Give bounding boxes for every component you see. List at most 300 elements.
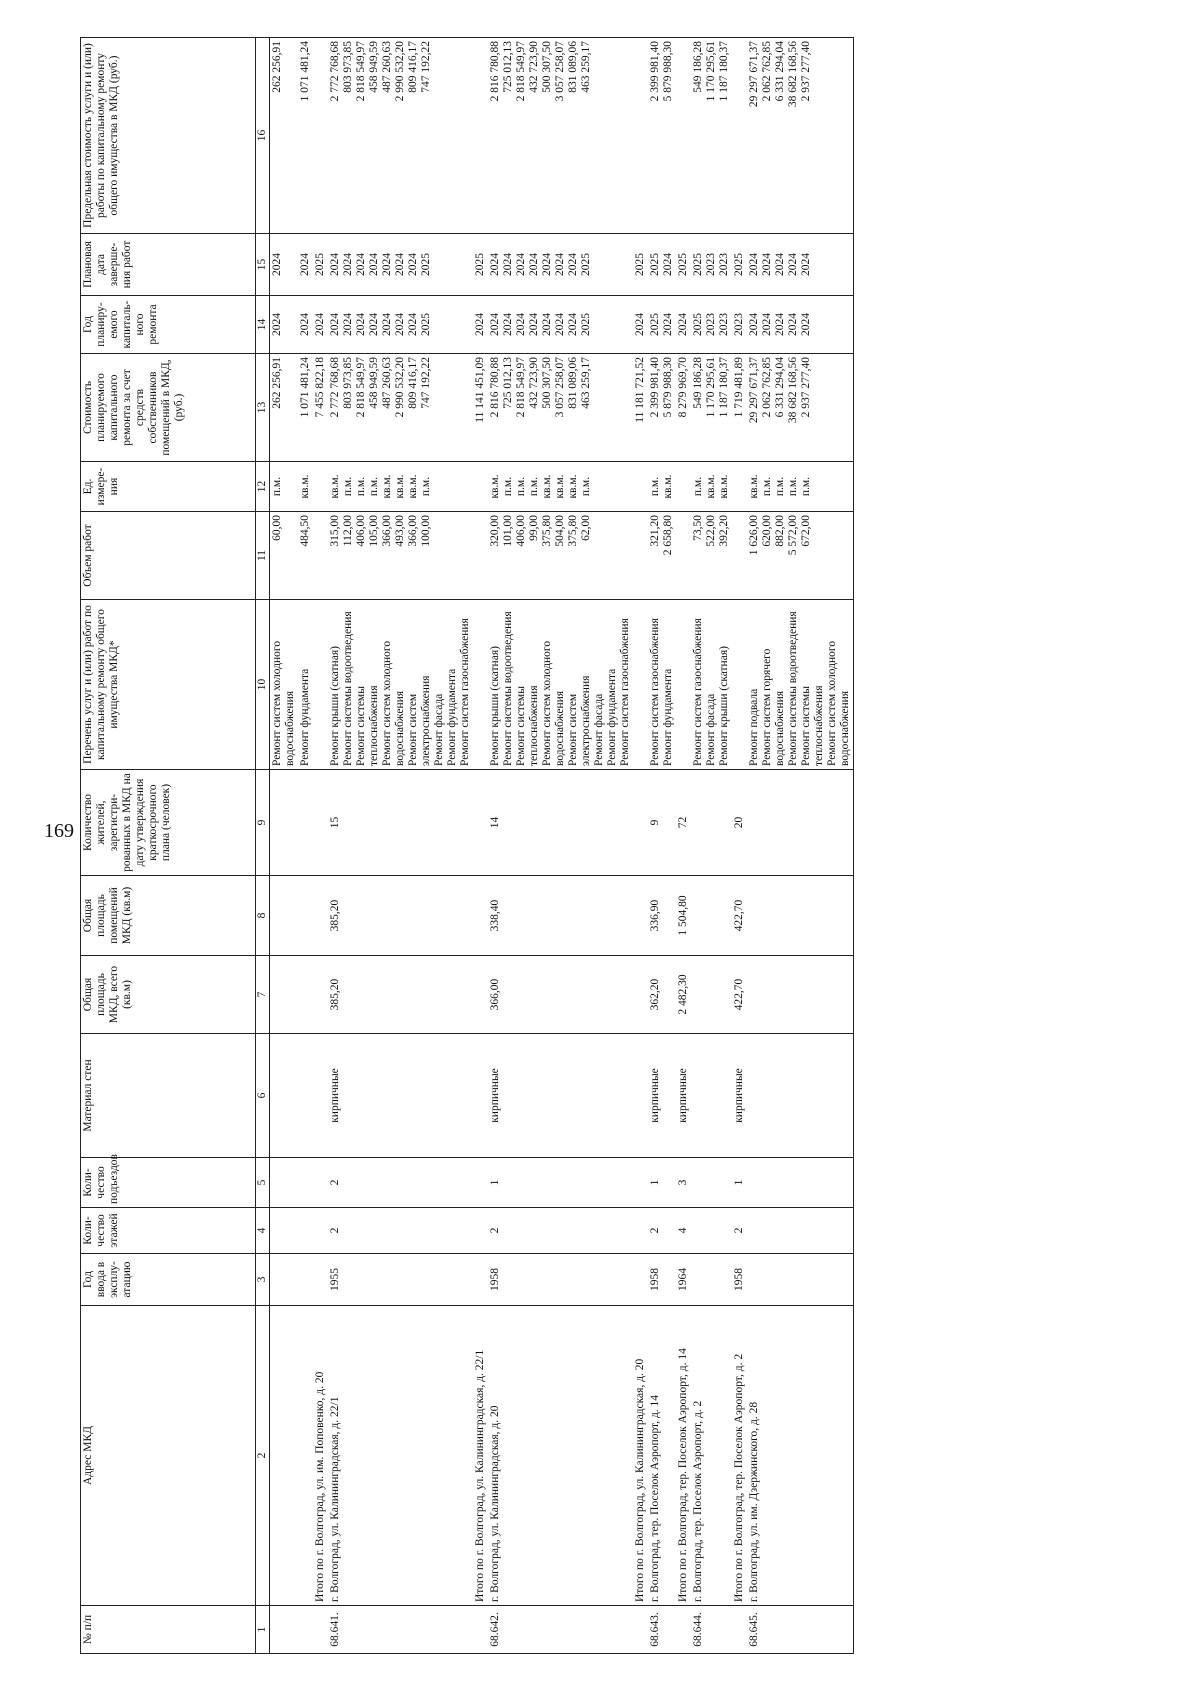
cell-line: 2024	[567, 253, 579, 276]
cell-year	[633, 1254, 648, 1306]
cell-plan_year	[633, 296, 648, 354]
cell-line: 2 816 780,88	[489, 357, 501, 418]
cell-line: п.м.	[774, 476, 786, 497]
cell-line: Ремонт фасада	[433, 693, 445, 766]
cell-line: Ремонт систем газоснабжения	[459, 618, 471, 766]
cell-line: 2 399 981,40	[649, 357, 661, 418]
cell-line: 2 937 277,40	[800, 357, 812, 418]
cell-line: 1 071 481,24	[299, 41, 311, 102]
cell-line: 366,00	[407, 515, 419, 547]
column-number: 12	[256, 462, 270, 512]
cell-volume	[488, 512, 633, 600]
cell-wall: кирпичные	[676, 1034, 691, 1158]
cell-max_cost	[328, 38, 473, 234]
cell-line: 2024	[774, 313, 786, 336]
cell-line: 1 719 481,89	[733, 357, 745, 418]
cell-line: 2025	[420, 313, 432, 336]
cell-line: Ремонт системы теплоснабжения	[515, 685, 540, 766]
cell-line: 2024	[748, 253, 760, 276]
cell-floors	[747, 1208, 854, 1254]
cell-line: 406,00	[515, 515, 527, 547]
cell-line: 2024	[677, 313, 689, 336]
cell-line: Ремонт крыши (скатная)	[329, 646, 341, 766]
cell-line: 99,00	[528, 515, 540, 541]
cell-line: 101,00	[502, 515, 514, 547]
column-header: Перечень услуг и (или) работ по капитальному ремонту общего имущества МКД*	[81, 600, 256, 770]
column-number: 10	[256, 600, 270, 770]
cell-end_date	[488, 234, 633, 296]
cell-year	[473, 1254, 488, 1306]
cell-plan_year	[732, 296, 747, 354]
cell-line: 504,00	[554, 515, 566, 547]
cell-works	[691, 600, 732, 770]
cell-works	[747, 600, 854, 770]
cell-cost	[473, 354, 488, 462]
cell-area_rooms	[473, 876, 488, 956]
cell-floors: 2	[488, 1208, 633, 1254]
cell-line: 2023	[705, 313, 717, 336]
table-row	[747, 38, 854, 1654]
cell-unit	[676, 462, 691, 512]
cell-num: 68.645.	[747, 1606, 854, 1654]
cell-area_total	[270, 956, 299, 1034]
cell-line: Ремонт систем холодного водоснабжения	[541, 640, 566, 766]
cell-line: 38 682 168,56	[787, 41, 799, 108]
cell-entr	[298, 1158, 313, 1208]
cell-line: Ремонт подвала	[748, 688, 760, 766]
cell-line: кв.м.	[489, 474, 501, 499]
cell-line: п.м.	[355, 476, 367, 497]
cell-entr: 1	[488, 1158, 633, 1208]
cell-volume	[732, 512, 747, 600]
cell-line: кв.м.	[394, 474, 406, 499]
cell-max_cost	[648, 38, 676, 234]
cell-line: 2024	[787, 253, 799, 276]
cell-line: 2024	[355, 313, 367, 336]
cell-area_total: 385,20	[328, 956, 473, 1034]
column-number: 15	[256, 234, 270, 296]
column-header: Объем работ	[81, 512, 256, 600]
cell-num	[676, 1606, 691, 1654]
cell-line: Ремонт систем газоснабжения	[692, 618, 704, 766]
cell-line: 1 170 295,61	[705, 41, 717, 102]
cell-cost	[313, 354, 328, 462]
table-row	[732, 38, 747, 1654]
cell-end_date	[676, 234, 691, 296]
column-header: Год ввода в эксплу-атацию	[81, 1254, 256, 1306]
cell-line: 2024	[368, 313, 380, 336]
cell-unit	[648, 462, 676, 512]
cell-line: 620,00	[761, 515, 773, 547]
cell-plan_year	[676, 296, 691, 354]
cell-cost	[732, 354, 747, 462]
table-row	[270, 38, 299, 1654]
cell-plan_year	[298, 296, 313, 354]
cell-line: 2025	[677, 253, 689, 276]
cell-unit	[270, 462, 299, 512]
cell-year: 1958	[488, 1254, 633, 1306]
cell-line: 2024	[329, 313, 341, 336]
column-number: 13	[256, 354, 270, 462]
cell-line: 375,80	[541, 515, 553, 547]
cell-volume	[270, 512, 299, 600]
cell-year	[691, 1254, 732, 1306]
cell-floors	[313, 1208, 328, 1254]
cell-volume	[747, 512, 854, 600]
column-number: 11	[256, 512, 270, 600]
cell-area_rooms: 422,70	[732, 876, 747, 956]
column-header: Общая площадь МКД, всего (кв.м)	[81, 956, 256, 1034]
cell-line: 5 879 988,30	[662, 357, 674, 418]
cell-plan_year	[313, 296, 328, 354]
cell-area_rooms: 1 504,80	[676, 876, 691, 956]
cell-area_rooms	[691, 876, 732, 956]
cell-works	[676, 600, 691, 770]
page-number: 169	[44, 820, 74, 842]
cell-unit	[633, 462, 648, 512]
cell-num	[270, 1606, 299, 1654]
cell-end_date	[270, 234, 299, 296]
cell-line: 2024	[554, 313, 566, 336]
column-header: Материал стен	[81, 1034, 256, 1158]
cell-num	[313, 1606, 328, 1654]
column-number: 5	[256, 1158, 270, 1208]
cell-plan_year	[328, 296, 473, 354]
cell-end_date	[691, 234, 732, 296]
cell-residents: 72	[676, 770, 691, 876]
cell-line: 493,00	[394, 515, 406, 547]
cell-max_cost	[298, 38, 313, 234]
cell-line: 2024	[502, 253, 514, 276]
cell-line: 2024	[748, 313, 760, 336]
cell-line: 2 818 549,97	[515, 41, 527, 102]
cell-line: 2024	[381, 253, 393, 276]
cell-area_rooms	[298, 876, 313, 956]
cell-line: 458 949,59	[368, 41, 380, 93]
cell-entr	[633, 1158, 648, 1208]
cell-line: 458 949,59	[368, 357, 380, 409]
cell-line: 5 879 988,30	[662, 41, 674, 102]
cell-area_total	[691, 956, 732, 1034]
cell-wall	[473, 1034, 488, 1158]
cell-line: 2 062 762,85	[761, 41, 773, 102]
cell-num: 68.643.	[648, 1606, 676, 1654]
cell-entr	[313, 1158, 328, 1208]
cell-line: кв.м.	[554, 474, 566, 499]
cell-line: 2023	[718, 313, 730, 336]
cell-line: 2025	[692, 253, 704, 276]
cell-num	[298, 1606, 313, 1654]
cell-line: Ремонт фундамента	[299, 668, 311, 766]
cell-entr: 3	[676, 1158, 691, 1208]
cell-num	[473, 1606, 488, 1654]
cell-wall	[313, 1034, 328, 1158]
cell-line: 2024	[761, 253, 773, 276]
table-row	[676, 38, 691, 1654]
cell-line: 2024	[662, 253, 674, 276]
cell-line: кв.м.	[541, 474, 553, 499]
cell-line: 803 973,85	[342, 41, 354, 93]
cell-line: 2024	[474, 313, 486, 336]
cell-line: Ремонт фундамента	[606, 668, 618, 766]
cell-line: 549 186,28	[692, 41, 704, 93]
cell-line: 672,00	[800, 515, 812, 547]
cell-line: 366,00	[381, 515, 393, 547]
cell-area_total	[473, 956, 488, 1034]
cell-area_total: 362,20	[648, 956, 676, 1034]
cell-line: Ремонт фасада	[705, 693, 717, 766]
cell-line: кв.м.	[299, 474, 311, 499]
cell-line: Ремонт системы теплоснабжения	[355, 685, 380, 766]
cell-entr	[691, 1158, 732, 1208]
cell-entr	[473, 1158, 488, 1208]
cell-end_date	[313, 234, 328, 296]
cell-wall	[691, 1034, 732, 1158]
cell-addr: Итого по г. Волгоград, ул. Калининградская, д. 22/1	[473, 1306, 488, 1606]
cell-line: 60,00	[271, 515, 283, 541]
cell-line: кв.м.	[705, 474, 717, 499]
cell-line: 809 416,17	[407, 357, 419, 409]
cell-line: 1 626,00	[748, 515, 760, 556]
cell-line: 2 818 549,97	[355, 357, 367, 418]
column-number: 8	[256, 876, 270, 956]
cell-cost	[488, 354, 633, 462]
cell-line: 549 186,28	[692, 357, 704, 409]
cell-area_rooms: 385,20	[328, 876, 473, 956]
cell-line: 2024	[314, 313, 326, 336]
cell-floors	[691, 1208, 732, 1254]
cell-line: 2 937 277,40	[800, 41, 812, 102]
cell-works	[633, 600, 648, 770]
cell-area_rooms: 336,90	[648, 876, 676, 956]
cell-volume	[298, 512, 313, 600]
cell-line: Ремонт систем газоснабжения	[619, 618, 631, 766]
cell-line: 2 062 762,85	[761, 357, 773, 418]
cell-line: 315,00	[329, 515, 341, 547]
cell-max_cost	[747, 38, 854, 234]
cell-line: 2023	[718, 253, 730, 276]
cell-area_total	[747, 956, 854, 1034]
cell-line: кв.м.	[407, 474, 419, 499]
table-row	[473, 38, 488, 1654]
cell-entr: 2	[328, 1158, 473, 1208]
cell-max_cost	[473, 38, 488, 234]
cell-line: 2023	[705, 253, 717, 276]
cell-end_date	[747, 234, 854, 296]
column-number: 16	[256, 38, 270, 234]
cell-line: 2024	[299, 253, 311, 276]
cell-line: 29 297 671,37	[748, 357, 760, 424]
column-number: 9	[256, 770, 270, 876]
cell-line: п.м.	[580, 476, 592, 497]
cell-line: 320,00	[489, 515, 501, 547]
cell-max_cost	[633, 38, 648, 234]
cell-plan_year	[691, 296, 732, 354]
cell-line: 2024	[381, 313, 393, 336]
cell-addr: г. Волгоград, ул. Калининградская, д. 20	[488, 1306, 633, 1606]
cell-wall: кирпичные	[328, 1034, 473, 1158]
cell-line: 2024	[368, 253, 380, 276]
cell-line: 747 192,22	[420, 41, 432, 93]
table-row	[633, 38, 648, 1654]
cell-line: 262 256,91	[271, 41, 283, 93]
cell-line: 2025	[692, 313, 704, 336]
cell-line: 1 170 295,61	[705, 357, 717, 418]
cell-line: 432 723,90	[528, 357, 540, 409]
cell-line: 2 772 768,68	[329, 41, 341, 102]
cell-num: 68.642.	[488, 1606, 633, 1654]
cell-cost	[691, 354, 732, 462]
cell-line: Ремонт системы теплоснабжения	[800, 685, 825, 766]
cell-line: п.м.	[649, 476, 661, 497]
cell-line: 2 772 768,68	[329, 357, 341, 418]
cell-works	[328, 600, 473, 770]
table-row	[298, 38, 313, 1654]
cell-num: 68.641.	[328, 1606, 473, 1654]
cell-line: 2024	[489, 253, 501, 276]
cell-works	[270, 600, 299, 770]
cell-residents: 9	[648, 770, 676, 876]
cell-line: 2024	[355, 253, 367, 276]
cell-floors	[473, 1208, 488, 1254]
table-body	[270, 38, 854, 1654]
cell-num: 68.644.	[691, 1606, 732, 1654]
cell-line: 262 256,91	[271, 357, 283, 409]
cell-volume	[648, 512, 676, 600]
cell-line: 2024	[774, 253, 786, 276]
cell-line: 432 723,90	[528, 41, 540, 93]
cell-line: 2024	[800, 313, 812, 336]
cell-residents	[298, 770, 313, 876]
cell-line: 7 455 822,18	[314, 357, 326, 418]
cell-line: п.м.	[692, 476, 704, 497]
cell-max_cost	[488, 38, 633, 234]
cell-line: 2024	[271, 253, 283, 276]
cell-area_rooms	[313, 876, 328, 956]
column-header: Предельная стоимость услуги и (или) работы по капитальному ремонту общего имущества в МКД (руб.)	[81, 38, 256, 234]
column-number: 7	[256, 956, 270, 1034]
cell-line: 3 057 258,07	[554, 357, 566, 418]
cell-addr: Итого по г. Волгоград, тер. Поселок Аэропорт, д. 2	[732, 1306, 747, 1606]
cell-addr: г. Волгоград, тер. Поселок Аэропорт, д. 14	[648, 1306, 676, 1606]
cell-unit	[691, 462, 732, 512]
column-number: 4	[256, 1208, 270, 1254]
cell-volume	[473, 512, 488, 600]
cell-line: п.м.	[515, 476, 527, 497]
cell-line: 2024	[515, 253, 527, 276]
cell-line: 2 816 780,88	[489, 41, 501, 102]
capital-repair-table	[80, 37, 854, 1654]
cell-works	[313, 600, 328, 770]
cell-line: 2025	[474, 253, 486, 276]
column-header: Количество жителей, зарегистри-рованных в МКД на дату утверждения краткосрочного плана (человек)	[81, 770, 256, 876]
cell-line: кв.м.	[329, 474, 341, 499]
cell-line: 2024	[394, 253, 406, 276]
cell-line: 2024	[554, 253, 566, 276]
cell-line: п.м.	[800, 476, 812, 497]
cell-addr: г. Волгоград, ул. им. Дзержинского, д. 28	[747, 1306, 854, 1606]
cell-line: 2023	[733, 313, 745, 336]
cell-line: Ремонт систем электроснабжения	[407, 675, 432, 766]
cell-line: 8 279 969,70	[677, 357, 689, 418]
cell-end_date	[732, 234, 747, 296]
cell-line: 809 416,17	[407, 41, 419, 93]
cell-wall	[747, 1034, 854, 1158]
cell-line: 484,50	[299, 515, 311, 547]
cell-unit	[328, 462, 473, 512]
cell-line: 725 012,13	[502, 41, 514, 93]
column-number: 2	[256, 1306, 270, 1606]
cell-max_cost	[270, 38, 299, 234]
cell-line: 392,20	[718, 515, 730, 547]
cell-line: Ремонт системы водоотведения	[787, 611, 799, 766]
cell-line: 2025	[649, 253, 661, 276]
cell-works	[298, 600, 313, 770]
cell-wall	[633, 1034, 648, 1158]
cell-plan_year	[270, 296, 299, 354]
cell-unit	[313, 462, 328, 512]
cell-plan_year	[488, 296, 633, 354]
cell-line: 2024	[394, 313, 406, 336]
cell-line: 2024	[342, 253, 354, 276]
cell-volume	[328, 512, 473, 600]
cell-line: 321,20	[649, 515, 661, 547]
cell-floors: 2	[328, 1208, 473, 1254]
cell-end_date	[648, 234, 676, 296]
cell-line: п.м.	[342, 476, 354, 497]
cell-end_date	[328, 234, 473, 296]
cell-floors	[633, 1208, 648, 1254]
cell-end_date	[473, 234, 488, 296]
cell-volume	[676, 512, 691, 600]
cell-line: 2024	[787, 313, 799, 336]
cell-line: Ремонт систем электроснабжения	[567, 675, 592, 766]
cell-line: 2024	[342, 313, 354, 336]
cell-line: п.м.	[761, 476, 773, 497]
cell-unit	[488, 462, 633, 512]
table-row	[648, 38, 676, 1654]
cell-wall: кирпичные	[732, 1034, 747, 1158]
column-number: 3	[256, 1254, 270, 1306]
cell-line: Ремонт системы водоотведения	[342, 611, 354, 766]
column-header: Стоимость планируемого капитального ремонта за счет средств собственников помещений в МКД, (руб.)	[81, 354, 256, 462]
cell-line: 2 990 532,20	[394, 41, 406, 102]
cell-line: 2024	[528, 313, 540, 336]
cell-year	[313, 1254, 328, 1306]
cell-line: 2025	[634, 253, 646, 276]
cell-line: 463 259,17	[580, 357, 592, 409]
cell-wall: кирпичные	[488, 1034, 633, 1158]
cell-line: 73,50	[692, 515, 704, 541]
cell-line: 2024	[515, 313, 527, 336]
cell-line: Ремонт крыши (скатная)	[489, 646, 501, 766]
cell-line: п.м.	[420, 476, 432, 497]
cell-line: 2024	[541, 313, 553, 336]
cell-line: 2024	[489, 313, 501, 336]
table-row	[313, 38, 328, 1654]
cell-line: 2024	[407, 253, 419, 276]
cell-line: Ремонт фундамента	[446, 668, 458, 766]
cell-line: п.м.	[368, 476, 380, 497]
cell-unit	[732, 462, 747, 512]
cell-max_cost	[691, 38, 732, 234]
cell-residents	[691, 770, 732, 876]
cell-line: 2 818 549,97	[355, 41, 367, 102]
cell-plan_year	[473, 296, 488, 354]
cell-line: 1 187 180,37	[718, 41, 730, 102]
cell-entr: 1	[648, 1158, 676, 1208]
cell-line: 2025	[733, 253, 745, 276]
